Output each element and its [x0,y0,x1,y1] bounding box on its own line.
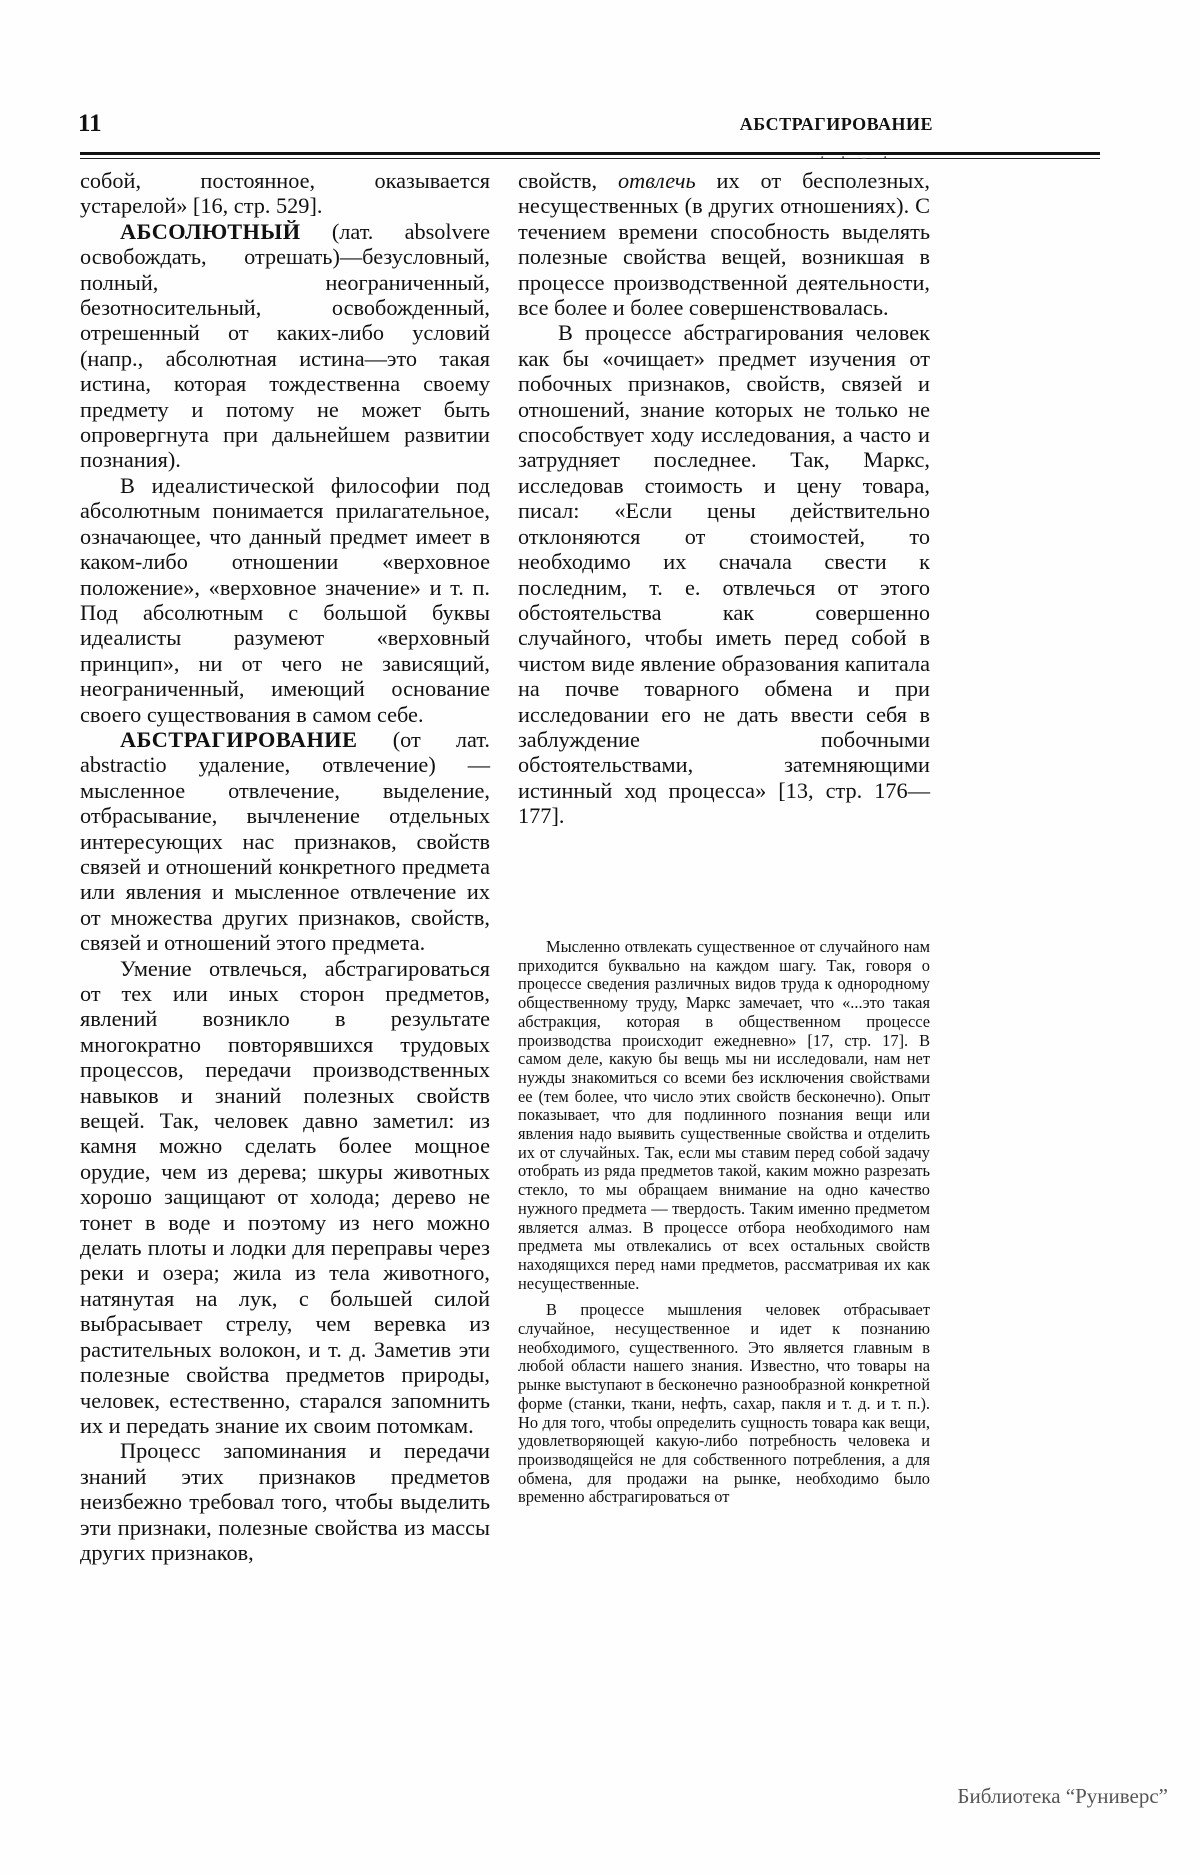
entry-abstraction-text: (от лат. abstractio удаление, отвлечение) — мысленное отвлечение, выделение, отбрасывание, вычленение отдельных интересующих нас признаков, свойств связей и отношений конкретного предмета или явления и мысленное отвлечение их от множества других признаков, свойств, связей и отношений этого предмета. [80,726,490,956]
page-number: 11 [78,110,102,137]
headword-abstraction: АБСТРАГИРОВАНИЕ [120,726,358,752]
paragraph-skill: Умение отвлечься, абстрагироваться от тех или иных сторон предметов, явлений возникло в результате многократно повторявшихся трудовых процессов, передачи производственных навыков и знаний полезных свойств вещей. Так, человек давно заметил: из камня можно сделать более мощное орудие, чем из дерева; шкуры животных хорошо защищают от холода; дерево не тонет в воде и поэтому из него можно делать плоты и лодки для переправы через реки и озера; жила из тела животного, натянутая на лук, с большей силой выбрасывает стрелу, чем веревка из растительных волокон, и т. д. Заметив эти полезные свойства предметов природы, человек, естественно, старался запомнить их и передать знание их своим потомкам. [80,955,490,1438]
paragraph-marx-quote: В процессе абстрагирования человек как бы «очищает» предмет изучения от побочных признаков, свойств, связей и отношений, знание которых не только не способствует ходу исследования, а часто и затрудняет последнее. Так, Маркс, исследовав стоимость и цену товара, писал: «Если цены действительно отклоняются от стоимостей, то необходимо их сначала свести к последним, т. е. отвлечься от этого обстоятельства как совершенно случайного, чтобы иметь перед собой в чистом виде явление образования капитала на почве товарного обмена и при исследовании его не дать ввести себя в заблуждение побочными обстоятельствами, затемняющими истинный ход процесса» [13, стр. 176—177]. [518,320,930,829]
paragraph-process: Процесс запоминания и передачи знаний этих признаков предметов неизбежно требовал того, чтобы выделить эти признаки, полезные свойства из массы других признаков, [80,1438,490,1565]
left-column [80,168,490,1565]
italic-term: отвлечь [618,168,696,193]
page-header [78,110,933,137]
header-rule-thin [80,158,1100,159]
text-run: свойств, [518,168,619,193]
entry-absolute-text: (лат. absolvere освобождать, отрешать)—безусловный, полный, неограниченный, безотносительный, освобожденный, отрешенный от каких-либо условий (напр., абсолютная истина—это такая истина, которая тождественна своему предмету и потому не может быть опровергнута при дальнейшем развитии познания). [80,218,490,473]
scan-specks: · · - · [820,150,894,166]
small-print-block [518,938,930,1507]
paragraph-idealist: В идеалистической философии под абсолютным понимается прилагательное, означающее, что данный предмет имеет в каком-либо отношении «верховное положение», «верховное значение» и т. п. Под абсолютным с большой буквы идеалисты разумеют «верховный принцип», ни от чего не зависящий, неограниченный, имеющий основание своего существования в самом себе. [80,472,490,727]
entry-absolute [80,219,490,473]
text-run: их от бесполезных, несущественных (в других отношениях). С течением времени способность выделять полезные свойства вещей, возникшая в процессе производственной деятельности, все более и более совершенствовалась. [518,168,931,321]
header-rule-thick [80,152,1100,155]
library-watermark: Библиотека “Руниверс” [957,1784,1168,1808]
paragraph-properties [518,168,930,320]
running-head: АБСТРАГИРОВАНИЕ [739,114,933,134]
continuation-paragraph: собой, постоянное, оказывается устарелой» [16, стр. 529]. [80,168,490,219]
headword-absolute: АБСОЛЮТНЫЙ [120,218,301,244]
small-paragraph-1: Мысленно отвлекать существенное от случайного нам приходится буквально на каждом шагу. Так, говоря о процессе сведения различных видов труда к однородному общественному труду, Маркс замечает, что «...это такая абстракция, которая в общественном процессе производства происходит ежедневно» [17, стр. 17]. В самом деле, какую бы вещь мы ни исследовали, нам нет нужды знакомиться со всеми без исключения свойствами ее (тем более, что число этих свойств бесконечно). Опыт показывает, что для подлинного познания вещи или явления надо выявить существенные свойства и отделить их от случайных. Так, если мы ставим перед собой задачу отобрать из ряда предметов такой, каким можно разрезать стекло, то мы обращаем внимание на одно качество нужного предмета — твердость. Таким именно предметом является алмаз. В процессе отбора необходимого нам предмета мы отвлекались от всех остальных свойств находящихся перед нами предметов, рассматривая их как несущественные. [518,937,930,1293]
small-paragraph-2: В процессе мышления человек отбрасывает случайное, несущественное и идет к познанию необходимого, существенного. Это является главным в любой области нашего знания. Известно, что товары на рынке выступают в бесконечно разнообразной конкретной форме (станки, ткани, нефть, сахар, пакля и т. д. и т. п.). Но для того, чтобы определить сущность товара как вещи, удовлетворяющей какую-либо потребность человека и производящейся не для собственного потребления, а для обмена, для продажи на рынке, необходимо было временно абстрагироваться от [518,1300,930,1507]
entry-abstraction [80,727,490,956]
right-column [518,168,930,829]
